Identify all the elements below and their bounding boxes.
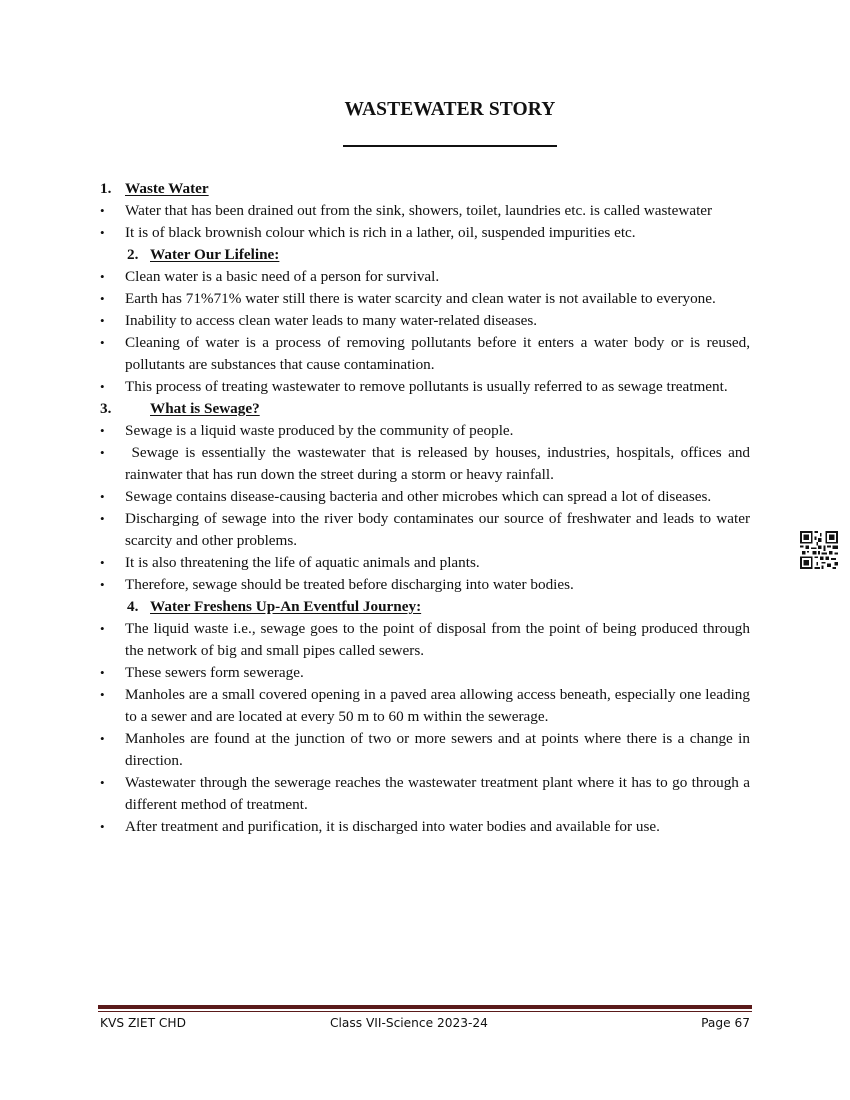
section-heading-1 xyxy=(98,178,750,200)
section-title: What is Sewage? xyxy=(150,400,260,417)
section-title: Water Freshens Up-An Eventful Journey: xyxy=(150,598,422,615)
list-item: • The liquid waste i.e., sewage goes to the point of disposal from the point of being produced through the network of big and small pipes called sewers. xyxy=(98,618,750,662)
list-item: • Sewage contains disease-causing bacteria and other microbes which can spread a lot of diseases. xyxy=(98,486,750,508)
list-item: • Sewage is essentially the wastewater that is released by houses, industries, hospitals, offices and rainwater that has run down the street during a storm or heavy rainfall. xyxy=(98,442,750,486)
list-item: • Therefore, sewage should be treated before discharging into water bodies. xyxy=(98,574,750,596)
list-item: • Discharging of sewage into the river body contaminates our source of freshwater and leads to water scarcity and other problems. xyxy=(98,508,750,552)
section-title: Waste Water xyxy=(125,180,209,197)
list-item: • Water that has been drained out from the sink, showers, toilet, laundries etc. is called wastewater xyxy=(98,200,750,222)
qr-code-icon[interactable] xyxy=(799,531,839,569)
section-number: 2. xyxy=(127,246,139,263)
page-title: WASTEWATER STORY xyxy=(344,99,556,120)
list-item: • Sewage is a liquid waste produced by the community of people. xyxy=(98,420,750,442)
list-item: • Cleaning of water is a process of removing pollutants before it enters a water body or is reused, pollutants are substances that cause contamination. xyxy=(98,332,750,376)
section-title: Water Our Lifeline: xyxy=(150,246,280,263)
list-item: • Manholes are a small covered opening in a paved area allowing access beneath, especially one leading to a sewer and are located at every 50 m to 60 m within the sewerage. xyxy=(98,684,750,728)
title-underline xyxy=(343,145,557,147)
section-number: 4. xyxy=(127,598,139,615)
footer-rule-thick xyxy=(98,1005,752,1009)
list-item: • Inability to access clean water leads to many water-related diseases. xyxy=(98,310,750,332)
list-item: • After treatment and purification, it is discharged into water bodies and available for use. xyxy=(98,816,750,838)
list-item: • It is also threatening the life of aquatic animals and plants. xyxy=(98,552,750,574)
section-number: 3. xyxy=(100,400,112,417)
section-heading-4 xyxy=(98,596,750,618)
list-item: • Earth has 71%71% water still there is water scarcity and clean water is not available to everyone. xyxy=(98,288,750,310)
footer-course: Class VII-Science 2023-24 xyxy=(330,1016,488,1030)
list-item: • Wastewater through the sewerage reaches the wastewater treatment plant where it has to go through a different method of treatment. xyxy=(98,772,750,816)
list-item: • Clean water is a basic need of a person for survival. xyxy=(98,266,750,288)
footer-page-number: Page 67 xyxy=(701,1016,750,1030)
footer-rule-thin xyxy=(98,1011,752,1012)
document-body xyxy=(98,178,754,838)
footer-organization: KVS ZIET CHD xyxy=(100,1016,186,1030)
list-item: • This process of treating wastewater to remove pollutants is usually referred to as sewage treatment. xyxy=(98,376,750,398)
list-item: • These sewers form sewerage. xyxy=(98,662,750,684)
list-item: • Manholes are found at the junction of two or more sewers and at points where there is a change in direction. xyxy=(98,728,750,772)
section-number: 1. xyxy=(100,180,112,197)
section-heading-3 xyxy=(98,398,750,420)
list-item: • It is of black brownish colour which is rich in a lather, oil, suspended impurities etc. xyxy=(98,222,750,244)
section-heading-2 xyxy=(98,244,750,266)
